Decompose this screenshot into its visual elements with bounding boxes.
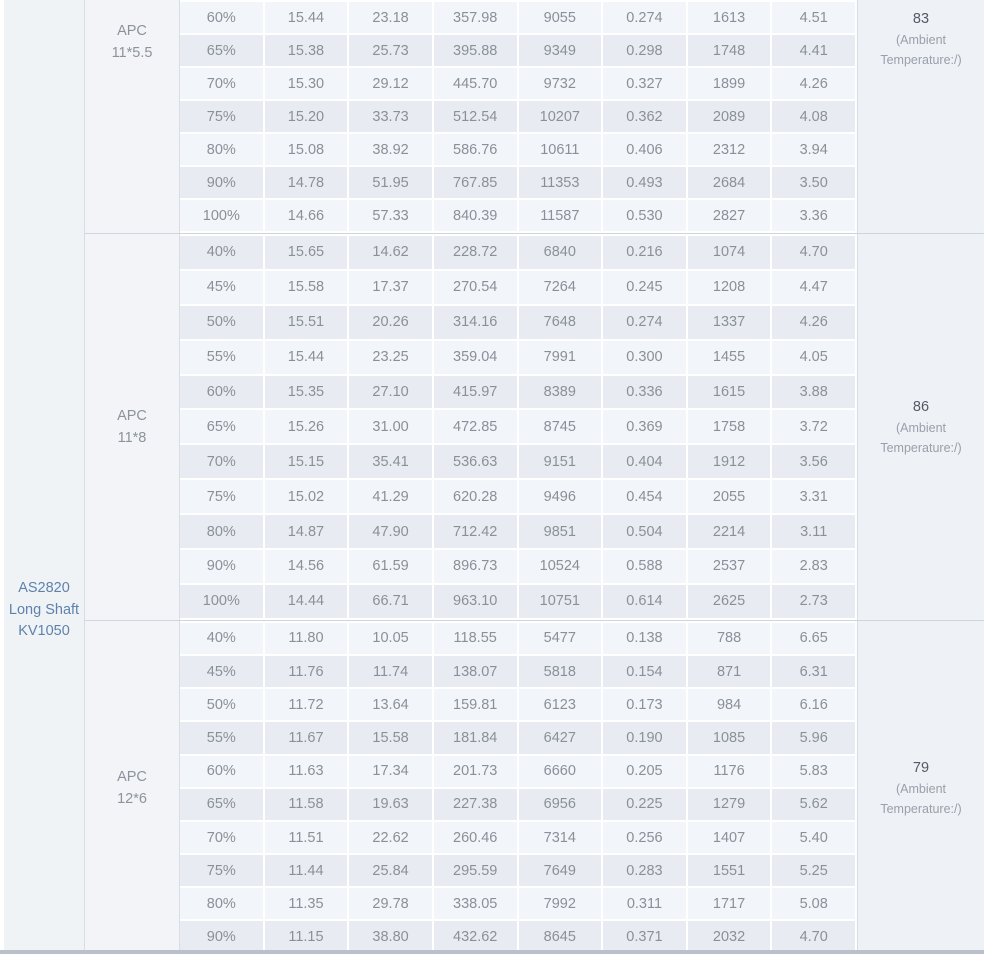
data-cell: 14.87 (265, 515, 348, 548)
data-cell: 1337 (688, 306, 771, 339)
data-cell: 620.28 (434, 480, 517, 513)
data-cell: 11.44 (265, 855, 348, 886)
data-cell: 138.07 (434, 656, 517, 687)
data-cell: 10751 (519, 585, 602, 618)
data-cell: 8645 (519, 921, 602, 952)
data-cell: 14.66 (265, 200, 348, 231)
data-cell: 33.73 (349, 101, 432, 132)
data-cell: 767.85 (434, 167, 517, 198)
data-cell: 7992 (519, 888, 602, 919)
data-cell: 1455 (688, 341, 771, 374)
data-cell: 536.63 (434, 445, 517, 478)
data-cell: 90% (180, 921, 263, 952)
data-cell: 1758 (688, 410, 771, 443)
data-cell: 75% (180, 855, 263, 886)
data-cell: 14.56 (265, 550, 348, 583)
data-cell: 1176 (688, 756, 771, 787)
data-cell: 963.10 (434, 585, 517, 618)
data-cell: 260.46 (434, 822, 517, 853)
data-cell: 0.493 (603, 167, 686, 198)
prop-name-line: 11*5.5 (111, 45, 153, 61)
data-cell: 9851 (519, 515, 602, 548)
data-cell: 25.84 (349, 855, 432, 886)
temperature-cell (857, 621, 984, 954)
data-cell: 1407 (688, 822, 771, 853)
data-cell: 11.63 (265, 756, 348, 787)
data-cell: 2.73 (772, 585, 855, 618)
bottom-divider (0, 950, 984, 954)
data-cell: 9496 (519, 480, 602, 513)
data-cell: 181.84 (434, 722, 517, 753)
data-cell: 445.70 (434, 68, 517, 99)
data-cell: 4.08 (772, 101, 855, 132)
data-cell: 3.56 (772, 445, 855, 478)
data-cell: 11353 (519, 167, 602, 198)
temperature-note-line: (Ambient (895, 420, 947, 435)
data-cell: 2312 (688, 134, 771, 165)
data-cell: 17.34 (349, 756, 432, 787)
data-cell: 357.98 (434, 2, 517, 33)
data-cell: 270.54 (434, 271, 517, 304)
data-cell: 1074 (688, 236, 771, 269)
data-cell: 5818 (519, 656, 602, 687)
data-cell: 15.58 (265, 271, 348, 304)
data-cell: 45% (180, 656, 263, 687)
data-grid (180, 234, 857, 620)
data-cell: 11.51 (265, 822, 348, 853)
motor-name-line: AS2820 (18, 580, 70, 596)
data-cell: 47.90 (349, 515, 432, 548)
data-cell: 14.62 (349, 236, 432, 269)
data-cell: 228.72 (434, 236, 517, 269)
data-cell: 0.245 (603, 271, 686, 304)
data-cell: 2089 (688, 101, 771, 132)
data-cell: 15.35 (265, 376, 348, 409)
data-cell: 1615 (688, 376, 771, 409)
data-cell: 80% (180, 888, 263, 919)
data-cell: 15.44 (265, 341, 348, 374)
data-grid (180, 0, 857, 233)
data-cell: 6660 (519, 756, 602, 787)
data-cell: 0.283 (603, 855, 686, 886)
data-cell: 4.26 (772, 68, 855, 99)
motor-name-link[interactable] (4, 578, 84, 643)
data-cell: 11.35 (265, 888, 348, 919)
data-cell: 395.88 (434, 35, 517, 66)
data-cell: 2537 (688, 550, 771, 583)
data-cell: 201.73 (434, 756, 517, 787)
data-cell: 3.36 (772, 200, 855, 231)
data-cell: 45% (180, 271, 263, 304)
temperature-cell (857, 234, 984, 620)
temperature-value: 83 (912, 11, 930, 27)
data-cell: 2.83 (772, 550, 855, 583)
data-cell: 5.62 (772, 789, 855, 820)
data-cell: 9151 (519, 445, 602, 478)
data-cell: 712.42 (434, 515, 517, 548)
data-cell: 10524 (519, 550, 602, 583)
data-cell: 159.81 (434, 689, 517, 720)
data-cell: 0.216 (603, 236, 686, 269)
data-cell: 359.04 (434, 341, 517, 374)
data-cell: 472.85 (434, 410, 517, 443)
data-cell: 40% (180, 236, 263, 269)
data-cell: 11.72 (265, 689, 348, 720)
data-cell: 5.25 (772, 855, 855, 886)
temperature-note-line: Temperature:/) (880, 53, 962, 67)
data-cell: 100% (180, 200, 263, 231)
data-cell: 15.58 (349, 722, 432, 753)
data-cell: 0.138 (603, 623, 686, 654)
data-cell: 0.371 (603, 921, 686, 952)
data-cell: 65% (180, 35, 263, 66)
data-cell: 11587 (519, 200, 602, 231)
data-cell: 7649 (519, 855, 602, 886)
data-cell: 6840 (519, 236, 602, 269)
data-cell: 50% (180, 306, 263, 339)
data-cell: 0.588 (603, 550, 686, 583)
data-cell: 80% (180, 515, 263, 548)
prop-name-line: APC (117, 768, 147, 785)
data-cell: 90% (180, 167, 263, 198)
data-cell: 1717 (688, 888, 771, 919)
data-cell: 295.59 (434, 855, 517, 886)
data-cell: 23.25 (349, 341, 432, 374)
data-cell: 0.406 (603, 134, 686, 165)
prop-name-cell (85, 0, 180, 233)
data-cell: 2827 (688, 200, 771, 231)
data-cell: 7314 (519, 822, 602, 853)
temperature-note (858, 418, 984, 458)
data-cell: 0.173 (603, 689, 686, 720)
temperature-note-line: (Ambient (895, 33, 947, 47)
data-cell: 11.15 (265, 921, 348, 952)
data-cell: 2032 (688, 921, 771, 952)
data-cell: 0.369 (603, 410, 686, 443)
data-cell: 5.08 (772, 888, 855, 919)
data-cell: 100% (180, 585, 263, 618)
data-cell: 15.65 (265, 236, 348, 269)
data-cell: 75% (180, 101, 263, 132)
data-cell: 0.205 (603, 756, 686, 787)
data-grid (180, 621, 857, 954)
prop-name-line: APC (117, 407, 147, 424)
data-cell: 38.92 (349, 134, 432, 165)
data-cell: 70% (180, 68, 263, 99)
data-cell: 5.83 (772, 756, 855, 787)
data-cell: 2625 (688, 585, 771, 618)
data-cell: 415.97 (434, 376, 517, 409)
data-cell: 3.94 (772, 134, 855, 165)
data-cell: 1912 (688, 445, 771, 478)
temperature-note-line: (Ambient (895, 781, 947, 796)
data-cell: 11.67 (265, 722, 348, 753)
data-cell: 586.76 (434, 134, 517, 165)
data-cell: 66.71 (349, 585, 432, 618)
data-cell: 15.44 (265, 2, 348, 33)
data-cell: 2684 (688, 167, 771, 198)
data-cell: 4.26 (772, 306, 855, 339)
data-cell: 871 (688, 656, 771, 687)
data-cell: 6.16 (772, 689, 855, 720)
data-cell: 25.73 (349, 35, 432, 66)
data-cell: 3.88 (772, 376, 855, 409)
data-cell: 11.80 (265, 623, 348, 654)
data-cell: 70% (180, 445, 263, 478)
data-cell: 7991 (519, 341, 602, 374)
data-cell: 314.16 (434, 306, 517, 339)
data-cell: 40% (180, 623, 263, 654)
data-cell: 9732 (519, 68, 602, 99)
data-cell: 29.12 (349, 68, 432, 99)
data-cell: 29.78 (349, 888, 432, 919)
data-cell: 0.362 (603, 101, 686, 132)
motor-name-cell (4, 0, 85, 950)
data-cell: 11.58 (265, 789, 348, 820)
data-cell: 60% (180, 376, 263, 409)
data-cell: 788 (688, 623, 771, 654)
data-cell: 0.327 (603, 68, 686, 99)
data-cell: 7648 (519, 306, 602, 339)
data-cell: 0.530 (603, 200, 686, 231)
data-cell: 0.298 (603, 35, 686, 66)
data-cell: 3.72 (772, 410, 855, 443)
data-cell: 432.62 (434, 921, 517, 952)
data-cell: 0.274 (603, 306, 686, 339)
data-cell: 0.256 (603, 822, 686, 853)
data-cell: 338.05 (434, 888, 517, 919)
data-cell: 2214 (688, 515, 771, 548)
data-cell: 227.38 (434, 789, 517, 820)
data-cell: 60% (180, 2, 263, 33)
prop-section-apc-11x55 (85, 0, 984, 233)
data-cell: 15.15 (265, 445, 348, 478)
data-cell: 5.40 (772, 822, 855, 853)
temperature-note-line: Temperature:/) (880, 801, 962, 816)
motor-name-line: Long Shaft (8, 601, 80, 618)
data-cell: 0.454 (603, 480, 686, 513)
data-cell: 0.300 (603, 341, 686, 374)
temperature-value: 86 (912, 398, 930, 415)
data-cell: 0.274 (603, 2, 686, 33)
prop-sections (85, 0, 984, 950)
data-cell: 50% (180, 689, 263, 720)
data-cell: 75% (180, 480, 263, 513)
data-cell: 5.96 (772, 722, 855, 753)
temperature-note-line: Temperature:/) (880, 440, 962, 455)
prop-name-cell (85, 621, 180, 954)
data-cell: 11.74 (349, 656, 432, 687)
data-cell: 4.51 (772, 2, 855, 33)
data-cell: 55% (180, 341, 263, 374)
data-cell: 1279 (688, 789, 771, 820)
data-cell: 4.47 (772, 271, 855, 304)
data-cell: 4.70 (772, 921, 855, 952)
data-cell: 27.10 (349, 376, 432, 409)
data-cell: 9055 (519, 2, 602, 33)
data-cell: 35.41 (349, 445, 432, 478)
temperature-note (858, 30, 984, 70)
data-cell: 0.154 (603, 656, 686, 687)
data-cell: 984 (688, 689, 771, 720)
data-cell: 11.76 (265, 656, 348, 687)
prop-name-cell (85, 234, 180, 620)
data-cell: 22.62 (349, 822, 432, 853)
data-cell: 15.20 (265, 101, 348, 132)
data-cell: 10207 (519, 101, 602, 132)
data-cell: 0.311 (603, 888, 686, 919)
data-cell: 6427 (519, 722, 602, 753)
data-cell: 4.41 (772, 35, 855, 66)
data-cell: 3.50 (772, 167, 855, 198)
prop-section-apc-12x6 (85, 620, 984, 954)
data-cell: 15.02 (265, 480, 348, 513)
data-cell: 4.70 (772, 236, 855, 269)
prop-name-line: 12*6 (117, 790, 147, 807)
data-cell: 9349 (519, 35, 602, 66)
data-cell: 2055 (688, 480, 771, 513)
data-cell: 8745 (519, 410, 602, 443)
data-cell: 15.38 (265, 35, 348, 66)
prop-name-line: 11*8 (117, 429, 147, 446)
data-cell: 3.11 (772, 515, 855, 548)
data-cell: 118.55 (434, 623, 517, 654)
data-cell: 4.05 (772, 341, 855, 374)
data-cell: 61.59 (349, 550, 432, 583)
data-cell: 70% (180, 822, 263, 853)
data-cell: 65% (180, 789, 263, 820)
temperature-value: 79 (912, 759, 930, 776)
data-cell: 6956 (519, 789, 602, 820)
data-cell: 0.190 (603, 722, 686, 753)
data-cell: 60% (180, 756, 263, 787)
data-cell: 15.51 (265, 306, 348, 339)
data-cell: 8389 (519, 376, 602, 409)
data-cell: 15.30 (265, 68, 348, 99)
data-cell: 90% (180, 550, 263, 583)
data-cell: 14.78 (265, 167, 348, 198)
data-cell: 7264 (519, 271, 602, 304)
data-cell: 13.64 (349, 689, 432, 720)
data-cell: 0.404 (603, 445, 686, 478)
data-cell: 80% (180, 134, 263, 165)
data-cell: 10.05 (349, 623, 432, 654)
data-cell: 512.54 (434, 101, 517, 132)
data-cell: 14.44 (265, 585, 348, 618)
data-cell: 1551 (688, 855, 771, 886)
data-cell: 840.39 (434, 200, 517, 231)
data-cell: 38.80 (349, 921, 432, 952)
data-cell: 1748 (688, 35, 771, 66)
temperature-note (858, 779, 984, 819)
data-cell: 57.33 (349, 200, 432, 231)
data-cell: 51.95 (349, 167, 432, 198)
data-cell: 5477 (519, 623, 602, 654)
data-cell: 19.63 (349, 789, 432, 820)
data-cell: 10611 (519, 134, 602, 165)
data-cell: 65% (180, 410, 263, 443)
data-cell: 55% (180, 722, 263, 753)
motor-name-line: KV1050 (18, 623, 70, 639)
data-cell: 1085 (688, 722, 771, 753)
data-cell: 23.18 (349, 2, 432, 33)
prop-section-apc-11x8 (85, 233, 984, 620)
data-cell: 896.73 (434, 550, 517, 583)
data-cell: 20.26 (349, 306, 432, 339)
data-cell: 6123 (519, 689, 602, 720)
data-cell: 1613 (688, 2, 771, 33)
data-cell: 31.00 (349, 410, 432, 443)
data-cell: 15.08 (265, 134, 348, 165)
data-cell: 6.31 (772, 656, 855, 687)
temperature-cell (857, 0, 984, 233)
data-cell: 15.26 (265, 410, 348, 443)
data-cell: 1208 (688, 271, 771, 304)
data-cell: 17.37 (349, 271, 432, 304)
data-cell: 6.65 (772, 623, 855, 654)
data-cell: 0.225 (603, 789, 686, 820)
data-cell: 3.31 (772, 480, 855, 513)
prop-name-line: APC (117, 23, 147, 39)
data-cell: 1899 (688, 68, 771, 99)
data-cell: 0.336 (603, 376, 686, 409)
data-cell: 0.614 (603, 585, 686, 618)
data-cell: 41.29 (349, 480, 432, 513)
data-cell: 0.504 (603, 515, 686, 548)
